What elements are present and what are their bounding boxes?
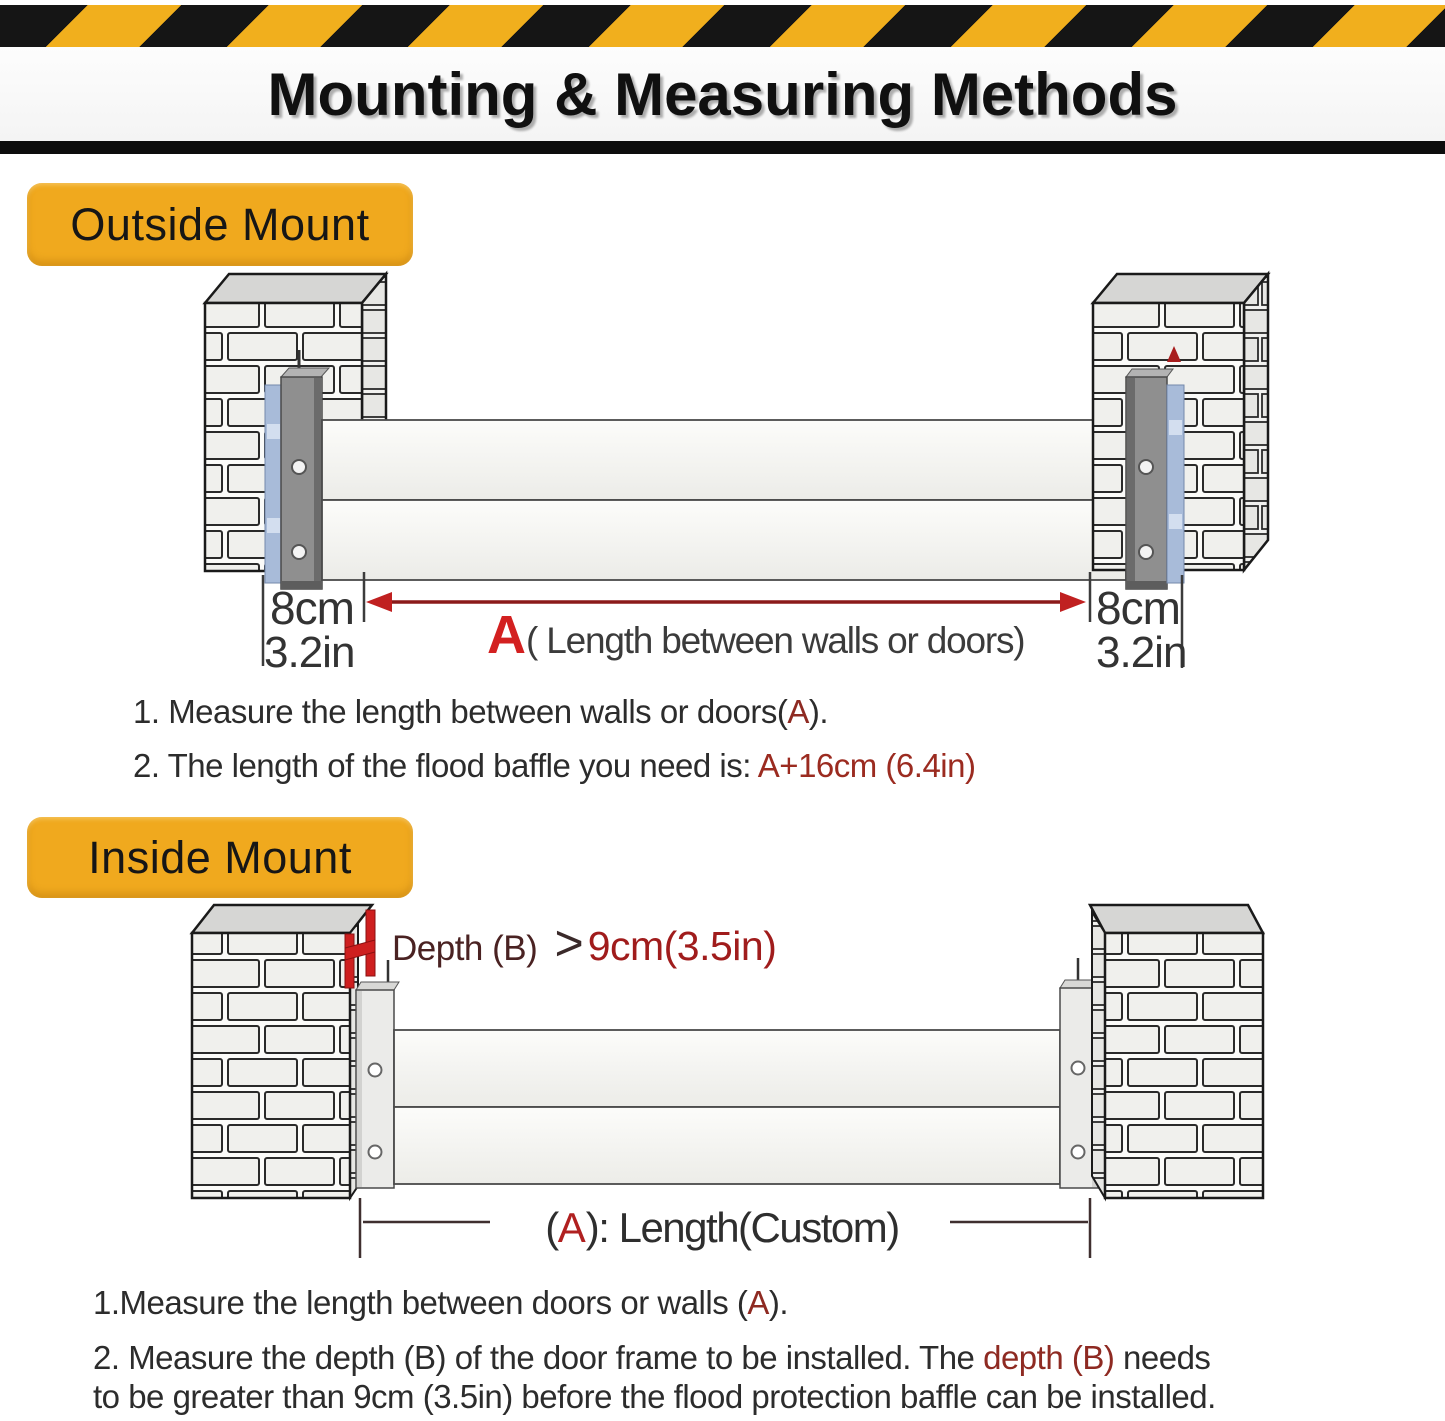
channel-top-cap [281, 368, 329, 377]
pillar-top-face [1090, 905, 1263, 933]
outside-flood-barrier [322, 420, 1126, 580]
depth-label: Depth (B) >9cm(3.5in) [392, 915, 777, 971]
channel-top-cap [1126, 369, 1173, 377]
outside-step-1: 1. Measure the length between walls or doors(A). [133, 693, 829, 730]
inside-mount-badge [27, 817, 413, 898]
outside-left-bracket [265, 350, 329, 589]
outside-mount-diagram [0, 260, 1445, 680]
pillar-front-face [192, 933, 350, 1198]
outside-mount-badge [27, 183, 413, 266]
screw-hole [1139, 545, 1153, 559]
steps-spacer [93, 1322, 1216, 1338]
channel-edge-shadow [357, 991, 362, 1187]
seal-strip [1167, 385, 1184, 583]
inside-step-2-line-2: to be greater than 9cm (3.5in) before the flood protection baffle can be installed. [93, 1378, 1216, 1415]
screw-hole [292, 545, 306, 559]
inside-right-pillar [1090, 905, 1263, 1198]
inside-flood-barrier [394, 1030, 1060, 1184]
channel-edge-shadow [1127, 378, 1135, 588]
inside-step-2-line-1: 2. Measure the depth (B) of the door frame to be installed. The depth (B) needs [93, 1339, 1211, 1376]
flood-barrier-panel-bottom [322, 500, 1126, 580]
pillar-side-face [1244, 274, 1268, 570]
channel-top-cap [356, 982, 399, 990]
outside-step-2: 2. The length of the flood baffle you need is: A+16cm (6.4in) [133, 747, 976, 784]
screw-hole [292, 460, 306, 474]
hazard-stripe-band [0, 5, 1445, 47]
pillar-front-face [1105, 933, 1263, 1198]
screw-hole [1139, 460, 1153, 474]
outside-mount-steps [133, 692, 975, 800]
page-title: Mounting & Measuring Methods [267, 60, 1178, 128]
pillar-side-face [1092, 912, 1105, 1198]
screw-hole [1072, 1062, 1085, 1075]
dim-label-left-in: 3.2in [264, 628, 355, 677]
seal-strip-notch [267, 518, 280, 533]
outside-mount-badge-label: Outside Mount [70, 198, 370, 250]
title-band [0, 47, 1445, 141]
flood-barrier-panel-bottom [394, 1107, 1060, 1184]
screw-hole [1072, 1146, 1085, 1159]
pillar-top-face [1093, 274, 1268, 303]
dim-label-left-cm: 8cm [270, 582, 354, 634]
seal-strip [265, 385, 282, 583]
inside-mount-badge-label: Inside Mount [88, 831, 352, 883]
dim-label-right-in: 3.2in [1096, 628, 1187, 677]
arrowhead-right-icon [1060, 592, 1086, 612]
inside-step-1: 1.Measure the length between doors or walls (A). [93, 1284, 789, 1321]
screw-hole [369, 1146, 382, 1159]
seal-strip-notch [1169, 514, 1182, 529]
depth-indicator-bar [345, 934, 354, 988]
pillar-top-face [205, 274, 386, 303]
length-arrow-label: A( Length between walls or doors) [487, 605, 1025, 665]
seal-strip-notch [267, 424, 280, 439]
seal-strip-notch [1169, 420, 1182, 435]
flood-barrier-panel-top [394, 1030, 1060, 1107]
pillar-top-face [192, 905, 372, 933]
flood-barrier-panel-top [322, 420, 1126, 500]
dim-label-right-cm: 8cm [1096, 582, 1180, 634]
arrowhead-left-icon [366, 592, 392, 612]
title-underline-bar [0, 141, 1445, 154]
inside-left-bracket [356, 960, 399, 1188]
inside-mount-diagram [0, 900, 1445, 1272]
channel-edge-shadow [314, 378, 322, 588]
inside-length-label: (A): Length(Custom) [545, 1204, 899, 1251]
screw-hole [369, 1064, 382, 1077]
inside-mount-steps [93, 1283, 1216, 1416]
